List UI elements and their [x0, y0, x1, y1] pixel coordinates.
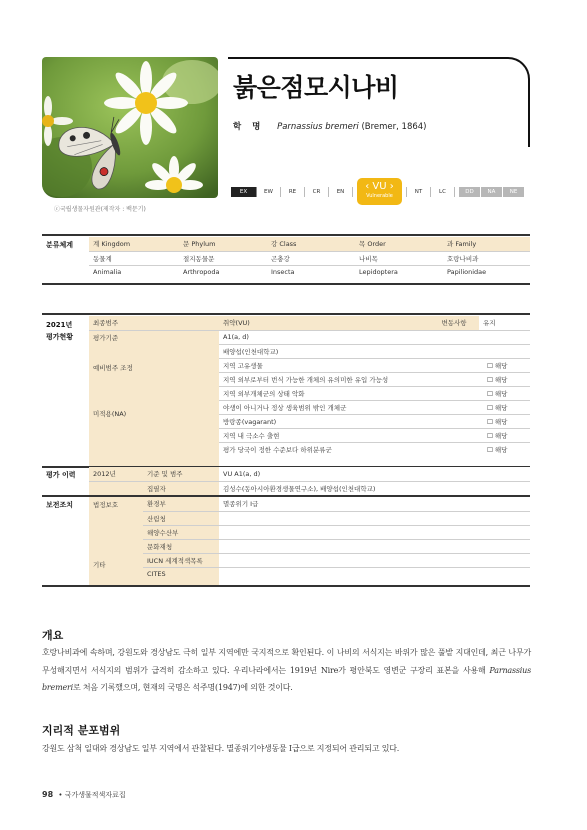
history-author-label: 집필자	[147, 484, 166, 493]
na-item: 지역 내 극소수 출현	[219, 428, 483, 442]
history-year: 2012년	[89, 467, 143, 481]
conservation-value	[219, 525, 530, 539]
na-row	[219, 414, 530, 428]
iucn-cell-na: NA	[481, 187, 503, 197]
iucn-cell-cr: CR	[305, 187, 329, 197]
checkbox-icon[interactable]: ☐	[487, 389, 493, 398]
scientific-name	[233, 120, 427, 132]
iucn-cell-nt: NT	[407, 187, 431, 197]
conservation-row	[143, 511, 530, 525]
criteria-label: 평가기준	[93, 334, 119, 342]
na-item: 야생이 아니거나 정상 생육범위 밖인 개체군	[219, 400, 483, 414]
taxonomy-header-phylum: 문 Phylum	[179, 237, 267, 251]
taxonomy-cell: Lepidoptera	[359, 268, 398, 277]
check-item[interactable]: ☐ 해당	[483, 428, 530, 442]
check-item[interactable]: ☐ 해당	[483, 372, 530, 386]
prelim-item: 지역 외부로부터 번식 가능한 개체의 유의미한 유입 가능성	[219, 372, 483, 386]
checkbox-icon[interactable]: ☐	[487, 431, 493, 440]
taxonomy-korean-row	[89, 251, 530, 265]
iucn-cell-lc: LC	[431, 187, 455, 197]
final-category-row	[89, 316, 530, 330]
history-row	[89, 481, 530, 495]
taxonomy-header-order: 목 Order	[355, 237, 443, 251]
history-year-empty	[89, 481, 143, 495]
conservation-table	[143, 497, 530, 581]
na-label: 미적용(NA)	[93, 410, 127, 418]
check-item[interactable]: ☐ 해당	[487, 445, 508, 454]
iucn-cell-re: RE	[281, 187, 305, 197]
taxonomy-cell: 절지동물문	[179, 251, 267, 265]
conservation-agency: 환경부	[143, 497, 219, 511]
conservation-value	[219, 539, 530, 553]
checkbox-icon[interactable]: ☐	[487, 445, 493, 454]
iucn-cell-ne: NE	[503, 187, 525, 197]
iucn-current-desc: Vulnerable	[366, 193, 393, 199]
conservation-row	[143, 525, 530, 539]
check-item[interactable]: ☐ 해당	[483, 414, 530, 428]
conservation-value	[219, 511, 530, 525]
check-item[interactable]: ☐ 해당	[483, 386, 530, 400]
page-footer	[42, 790, 126, 800]
conservation-legal-label: 법정보호	[93, 501, 119, 509]
prelim-row	[219, 386, 530, 400]
conservation-agency: 문화재청	[143, 539, 219, 553]
conservation-value: 멸종위기 I급	[219, 497, 530, 511]
taxonomy-label: 분류체계	[46, 241, 74, 249]
na-row	[219, 428, 530, 442]
iucn-current-code: ‹ VU ›	[365, 181, 394, 192]
conservation-other-label: 기타	[93, 561, 106, 569]
conservation-row	[143, 497, 530, 511]
taxonomy-cell: Insecta	[271, 268, 295, 277]
prelim-row	[219, 358, 530, 372]
iucn-cell-ew: EW	[257, 187, 281, 197]
conservation-bottom-rule	[42, 585, 530, 587]
na-row	[219, 442, 530, 456]
species-photo	[42, 57, 218, 198]
taxonomy-header-family: 과 Family	[443, 237, 530, 251]
taxonomy-top-rule	[42, 234, 530, 236]
check-item[interactable]: ☐ 해당	[483, 400, 530, 414]
conservation-row	[143, 567, 530, 581]
conservation-label: 보전조치	[46, 501, 74, 509]
taxonomy-latin-row	[89, 265, 530, 279]
assessment-detail-table	[219, 330, 530, 456]
na-row	[219, 400, 530, 414]
history-author-value: 김성수(동아시아환경생물연구소), 배양섭(인천대학교)	[219, 481, 530, 495]
scientific-name-species: Parnassius bremeri	[277, 122, 359, 132]
history-row	[89, 467, 530, 481]
page-title: 붉은점모시나비	[233, 73, 399, 102]
taxonomy-cell: Papilionidae	[447, 268, 487, 277]
criteria-value: A1(a, d)	[219, 330, 530, 344]
prelim-item: 지역 고유생물	[219, 358, 483, 372]
daisy-large	[104, 61, 188, 145]
taxonomy-table	[89, 237, 530, 279]
taxonomy-cell: 곤충강	[267, 251, 355, 265]
conservation-value	[219, 553, 530, 567]
checkbox-icon[interactable]: ☐	[487, 361, 493, 370]
check-item[interactable]: ☐ 해당	[483, 358, 530, 372]
taxonomy-header-row	[89, 237, 530, 251]
iucn-cell-dd: DD	[459, 187, 481, 197]
assessment-table	[89, 316, 530, 331]
book-title: • 국가생물적색자료집	[58, 791, 126, 799]
page-number: 98	[42, 790, 54, 799]
taxonomy-header-kingdom: 계 Kingdom	[89, 237, 179, 251]
conservation-agency: 해양수산부	[143, 525, 219, 539]
change-label: 변동사항	[429, 316, 479, 330]
final-category-value: 취약(VU)	[219, 316, 429, 330]
assessment-label-line2: 평가현황	[46, 333, 74, 341]
change-value: 유지	[479, 316, 530, 330]
assessment-top-rule	[42, 313, 530, 315]
distribution-title: 지리적 분포범위	[42, 724, 121, 737]
checkbox-icon[interactable]: ☐	[487, 375, 493, 384]
criteria-assessor: 배양섭(인천대학교)	[219, 344, 530, 358]
taxonomy-cell: Animalia	[93, 268, 122, 277]
conservation-agency: IUCN 세계적색목록	[143, 553, 219, 567]
conservation-agency: 산림청	[143, 511, 219, 525]
history-criteria-value: VU A1(a, d)	[219, 467, 530, 481]
assessment-label-line1: 2021년	[46, 321, 73, 329]
prelim-row	[219, 372, 530, 386]
iucn-cell-ex: EX	[231, 187, 257, 197]
checkbox-icon[interactable]: ☐	[487, 417, 493, 426]
conservation-row	[143, 553, 530, 567]
na-item: 방랑종(vagarant)	[219, 414, 483, 428]
history-table	[89, 467, 530, 495]
taxonomy-header-class: 강 Class	[267, 237, 355, 251]
taxonomy-cell: 동물계	[89, 251, 179, 265]
conservation-value	[219, 567, 530, 581]
na-item: 평가 당국이 정한 수준보다 하위분류군	[223, 445, 332, 454]
prelim-label: 예비범주 조정	[93, 364, 133, 372]
taxonomy-bottom-rule	[42, 283, 530, 285]
overview-title: 개요	[42, 629, 64, 642]
prelim-item: 지역 외부개체군의 상태 악화	[219, 386, 483, 400]
final-category-label: 최종범주	[89, 316, 219, 330]
checkbox-icon[interactable]: ☐	[487, 403, 493, 412]
photo-credit: ⓒ국립생물자원관(제작자 : 백문기)	[54, 206, 146, 213]
taxonomy-cell: Arthropoda	[183, 268, 220, 277]
taxonomy-cell: 나비목	[355, 251, 443, 265]
history-criteria-label: 기준 및 범주	[143, 467, 219, 481]
distribution-text: 강원도 삼척 일대와 경상남도 일부 지역에서 관찰된다. 멸종위기야생동물 I급으로 지정되어 관리되고 있다.	[42, 744, 400, 753]
overview-text: 호랑나비과에 속하며, 강원도와 경상남도 극히 일부 지역에만 국지적으로 확인된다. 이 나비의 서식지는 바위가 많은 풀밭 지대인데, 최근 나무가 무성해지면서 서식지의 범위가 급격히 감소하고 있다. 우리나라에서는 1919년 Nire가 평안북도 영변군 구장리 표본을 사용해 Parnassius bremeri로 처음 기록했으며, 현재의 국명은 석주명(1947)에 의한 것이다.	[42, 648, 531, 692]
taxonomy-cell: 호랑나비과	[443, 251, 530, 265]
butterfly-photo-illustration	[42, 57, 218, 198]
history-label: 평가 이력	[46, 471, 76, 479]
conservation-agency: CITES	[147, 570, 166, 579]
iucn-current-badge	[357, 178, 402, 205]
iucn-cell-en: EN	[329, 187, 353, 197]
scientific-name-author: (Bremer, 1864)	[361, 122, 427, 132]
scientific-name-label: 학 명	[233, 122, 265, 132]
conservation-row	[143, 539, 530, 553]
